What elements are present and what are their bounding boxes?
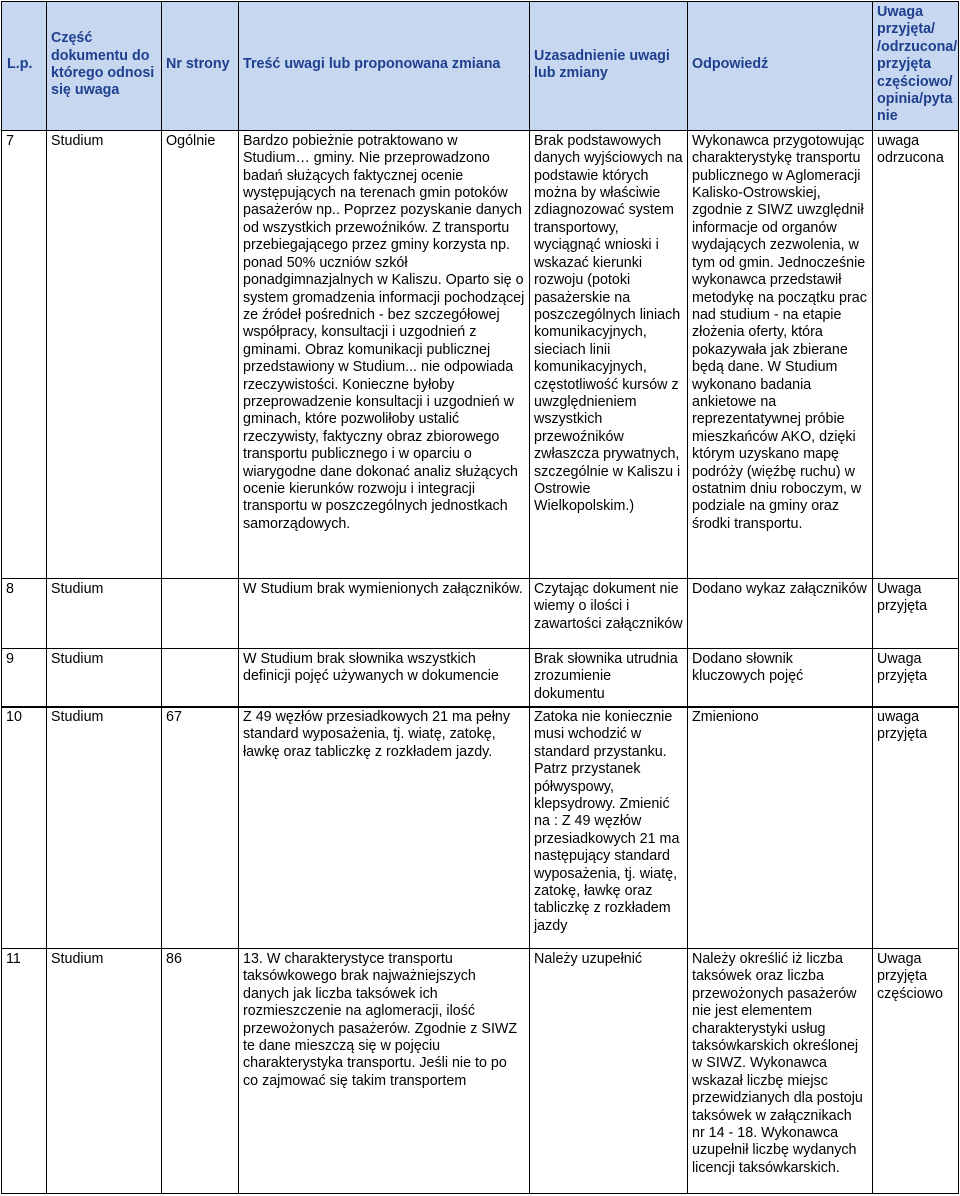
header-row <box>2 2 959 131</box>
header-lp: L.p. <box>2 2 47 131</box>
header-part: Część dokumentu do którego odnosi się uwaga <box>47 2 162 131</box>
cell-lp: 10 <box>2 707 47 949</box>
cell-justification: Zatoka nie koniecznie musi wchodzić w standard przystanku. Patrz przystanek półwyspowy, klepsydrowy. Zmienić na : Z 49 węzłów przesiadkowych 21 ma następujący standard wyposażenia, tj. wiatę, zatokę, ławkę oraz tabliczkę z rozkładem jazdy <box>530 707 688 949</box>
cell-page: Ogólnie <box>162 130 239 578</box>
table-row <box>2 648 959 707</box>
cell-page: 86 <box>162 949 239 1194</box>
comments-table <box>1 1 959 708</box>
header-content: Treść uwagi lub proponowana zmiana <box>239 2 530 131</box>
cell-lp: 11 <box>2 949 47 1194</box>
cell-response: Dodano słownik kluczowych pojęć <box>688 648 873 707</box>
cell-content: Bardzo pobieżnie potraktowano w Studium… gminy. Nie przeprowadzono badań służących faktycznej ocenie występujących na terenach gmin potoków pasażerów np.. Poprzez pozyskanie danych od wszystkich przewoźników. Z transportu przebiegającego przez gminy korzysta np. ponad 50% uczniów szkół ponadgimnazjalnych w Kaliszu. Oparto się o system gromadzenia informacji pochodzącej ze źródeł pośrednich - bez szczegółowej współpracy, konsultacji i uzgodnień z gminami. Obraz komunikacji publicznej przedstawiony w Studium... nie odpowiada rzeczywistości. Konieczne byłoby przeprowadzenie konsultacji i uzgodnień w gminach, które pozwoliłoby ustalić rzeczywisty, faktyczny obraz zbiorowego transportu publicznego i w oparciu o wiarygodne dane dokonać analiz służących ocenie kierunków rozwoju i integracji transportu w poszczególnych jednostkach samorządowych. <box>239 130 530 578</box>
cell-page <box>162 578 239 648</box>
cell-content: W Studium brak wymienionych załączników. <box>239 578 530 648</box>
cell-content: 13. W charakterystyce transportu taksówkowego brak najważniejszych danych jak liczba taksówek ich rozmieszczenie na aglomeracji, ilość przewożonych pasażerów. Zgodnie z SIWZ te dane mieszczą się w pojęciu charakterystyka transportu. Jeśli nie to po co zajmować się takim transportem <box>239 949 530 1194</box>
header-justification: Uzasadnienie uwagi lub zmiany <box>530 2 688 131</box>
cell-lp: 8 <box>2 578 47 648</box>
cell-part: Studium <box>47 707 162 949</box>
cell-justification: Brak słownika utrudnia zrozumienie dokumentu <box>530 648 688 707</box>
cell-part: Studium <box>47 648 162 707</box>
table-row <box>2 578 959 648</box>
cell-content: W Studium brak słownika wszystkich definicji pojęć używanych w dokumencie <box>239 648 530 707</box>
cell-page <box>162 648 239 707</box>
cell-status: uwaga odrzucona <box>873 130 959 578</box>
cell-response: Wykonawca przygotowując charakterystykę transportu publicznego w Aglomeracji Kalisko-Ostrowskiej, zgodnie z SIWZ uwzględnił informacje od organów wydających zezwolenia, w tym od gmin. Jednocześnie wykonawca przedstawił metodykę na początku prac nad studium - na etapie złożenia oferty, która pokazywała jak zbierane będą dane. W Studium wykonano badania ankietowe na reprezentatywnej próbie mieszkańców AKO, dzięki którym uzyskano mapę podróży (więźbę ruchu) w ostatnim dniu roboczym, w podziale na gminy oraz środki transportu. <box>688 130 873 578</box>
comments-table-continued <box>1 706 959 1194</box>
cell-part: Studium <box>47 578 162 648</box>
cell-status: Uwaga przyjęta <box>873 578 959 648</box>
table-row <box>2 707 959 949</box>
table-row <box>2 130 959 578</box>
cell-justification: Brak podstawowych danych wyjściowych na podstawie których można by właściwie zdiagnozować system transportowy, wyciągnąć wnioski i wskazać kierunki rozwoju (potoki pasażerskie na poszczególnych liniach komunikacyjnych, sieciach linii komunikacyjnych, częstotliwość kursów z uwzględnieniem wszystkich przewoźników zwłaszcza prywatnych, szczególnie w Kaliszu i Ostrowie Wielkopolskim.) <box>530 130 688 578</box>
cell-status: Uwaga przyjęta <box>873 648 959 707</box>
cell-part: Studium <box>47 949 162 1194</box>
cell-response: Należy określić iż liczba taksówek oraz liczba przewożonych pasażerów nie jest elementem charakterystyki usług taksówkarskich określonej w SIWZ. Wykonawca wskazał liczbę miejsc przewidzianych dla postoju taksówek w załącznikach nr 14 - 18. Wykonawca uzupełnił liczbę wydanych licencji taksówkarskich. <box>688 949 873 1194</box>
cell-lp: 7 <box>2 130 47 578</box>
cell-page: 67 <box>162 707 239 949</box>
cell-part: Studium <box>47 130 162 578</box>
header-response: Odpowiedź <box>688 2 873 131</box>
cell-justification: Należy uzupełnić <box>530 949 688 1194</box>
cell-lp: 9 <box>2 648 47 707</box>
table-row <box>2 949 959 1194</box>
cell-status: uwaga przyjęta <box>873 707 959 949</box>
cell-justification: Czytając dokument nie wiemy o ilości i zawartości załączników <box>530 578 688 648</box>
cell-response: Dodano wykaz załączników <box>688 578 873 648</box>
cell-content: Z 49 węzłów przesiadkowych 21 ma pełny standard wyposażenia, tj. wiatę, zatokę, ławkę oraz tabliczkę z rozkładem jazdy. <box>239 707 530 949</box>
cell-status: Uwaga przyjęta częściowo <box>873 949 959 1194</box>
header-status: Uwaga przyjęta/ /odrzucona/ przyjęta częściowo/ opinia/pyta nie <box>873 2 959 131</box>
header-page: Nr strony <box>162 2 239 131</box>
cell-response: Zmieniono <box>688 707 873 949</box>
